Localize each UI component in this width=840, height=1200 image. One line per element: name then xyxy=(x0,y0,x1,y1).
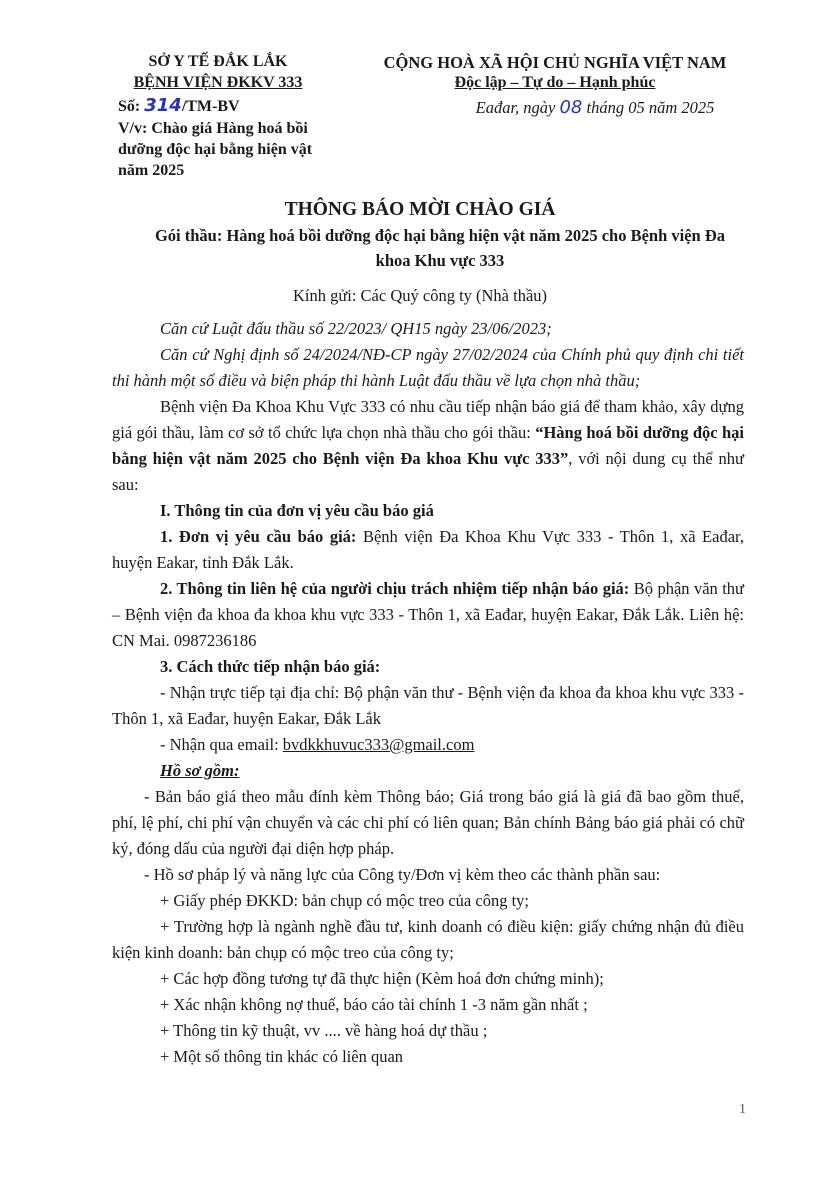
number-suffix: /TM-BV xyxy=(181,97,240,115)
item-3-email xyxy=(112,732,744,758)
header-left xyxy=(118,52,318,182)
document-number xyxy=(118,94,318,118)
place-date-prefix: Eađar, ngày xyxy=(475,98,556,118)
item-2 xyxy=(112,576,744,654)
item-3-direct: - Nhận trực tiếp tại địa chỉ: Bộ phận văn thư - Bệnh viện đa khoa đa khoa khu vực 333 - Thôn 1, xã Eađar, huyện Eakar, Đắk Lắk xyxy=(112,683,744,728)
item-1-label: 1. Đơn vị yêu cầu báo giá: xyxy=(160,527,357,546)
national-motto: Độc lập – Tự do – Hạnh phúc xyxy=(454,74,656,92)
item-2-text: Bộ phận văn thư – Bệnh viện đa khoa đa khoa khu vực 333 - Thôn 1, xã Eađar, huyện Eakar, Đắk Lắk. Liên hệ: CN Mai. 0987236186 xyxy=(112,579,744,650)
handwritten-day: 08 xyxy=(559,97,583,119)
section-1-heading: I. Thông tin của đơn vị yêu cầu báo giá xyxy=(160,501,434,520)
dossier-item-1: - Bản báo giá theo mẫu đính kèm Thông báo; Giá trong báo giá là giá đã bao gồm thuế, phí, lệ phí, chi phí vận chuyển và các chi phí có liên quan; Bản chính Bảng báo giá phải có chữ ký, đóng dấu của người đại diện hợp pháp. xyxy=(112,787,744,858)
item-2-label: 2. Thông tin liên hệ của người chịu trách nhiệm tiếp nhận báo giá: xyxy=(160,579,630,598)
dossier-sub-6: + Một số thông tin khác có liên quan xyxy=(160,1047,404,1066)
item-1-text: Bệnh viện Đa Khoa Khu Vực 333 - Thôn 1, xã Eađar, huyện Eakar, tỉnh Đắk Lắk. xyxy=(112,527,744,572)
intro-package-name: “Hàng hoá bồi dưỡng độc hại bằng hiện vật năm 2025 cho Bệnh viện Đa khoa Khu vực 333” xyxy=(112,423,744,468)
dossier-sub-3: + Các hợp đồng tương tự đã thực hiện (Kèm hoá đơn chứng minh); xyxy=(160,969,604,988)
dossier-sub-1: + Giấy phép ĐKKD: bản chụp có mộc treo của công ty; xyxy=(160,891,529,910)
dossier-sub-5: + Thông tin kỹ thuật, vv .... về hàng hoá dự thầu ; xyxy=(160,1021,488,1040)
page-number: 1 xyxy=(739,1102,746,1117)
header-right xyxy=(340,52,770,120)
number-prefix: Số: xyxy=(118,97,141,115)
intro-start: Bệnh viện Đa Khoa Khu Vực 333 có nhu cầu tiếp nhận báo giá để tham khảo, xây dựng giá gói thầu, làm cơ sở tổ chức lựa chọn nhà thầu cho gói thầu: xyxy=(112,397,744,442)
dossier-heading: Hồ sơ gồm: xyxy=(160,761,240,780)
dossier-sub-4: + Xác nhận không nợ thuế, báo cáo tài chính 1 -3 năm gần nhất ; xyxy=(160,995,588,1014)
document-title: THÔNG BÁO MỜI CHÀO GIÁ xyxy=(284,199,556,220)
email-prefix: - Nhận qua email: xyxy=(160,735,283,754)
dossier-sub-2: + Trường hợp là ngành nghề đầu tư, kinh doanh có điều kiện: giấy chứng nhận đủ điều kiện kinh doanh: bản chụp có mộc treo của công ty; xyxy=(112,917,744,962)
subject-line: V/v: Chào giá Hàng hoá bồi dưỡng độc hại bằng hiện vật năm 2025 xyxy=(118,120,313,179)
nation-name: CỘNG HOÀ XÃ HỘI CHỦ NGHĨA VIỆT NAM xyxy=(383,53,727,72)
issuing-hospital: BỆNH VIỆN ĐKKV 333 xyxy=(133,73,303,91)
recipient-line: Kính gửi: Các Quý công ty (Nhà thầu) xyxy=(292,286,548,305)
handwritten-number: 314 xyxy=(144,94,182,116)
place-date xyxy=(340,96,770,119)
legal-basis-1: Căn cứ Luật đấu thầu số 22/2023/ QH15 ngày 23/06/2023; xyxy=(160,319,552,338)
dossier-item-2: - Hồ sơ pháp lý và năng lực của Công ty/Đơn vị kèm theo các thành phần sau: xyxy=(144,865,661,884)
document-body xyxy=(112,316,744,1070)
item-1 xyxy=(112,524,744,576)
place-date-suffix: tháng 05 năm 2025 xyxy=(586,98,715,118)
issuing-authority: SỞ Y TẾ ĐẮK LẮK xyxy=(148,53,288,70)
intro-end: , với nội dung cụ thể như sau: xyxy=(112,449,744,494)
document-subtitle: Gói thầu: Hàng hoá bồi dưỡng độc hại bằng hiện vật năm 2025 cho Bệnh viện Đa khoa Khu vực 333 xyxy=(154,226,726,270)
email-link[interactable]: bvdkkhuvuc333@gmail.com xyxy=(282,735,475,754)
intro-paragraph xyxy=(112,394,744,498)
item-3-label: 3. Cách thức tiếp nhận báo giá: xyxy=(160,657,381,676)
legal-basis-2: Căn cứ Nghị định số 24/2024/NĐ-CP ngày 27/02/2024 của Chính phủ quy định chi tiết thi hành một số điều và biện pháp thi hành Luật đấu thầu về lựa chọn nhà thầu; xyxy=(112,345,744,390)
